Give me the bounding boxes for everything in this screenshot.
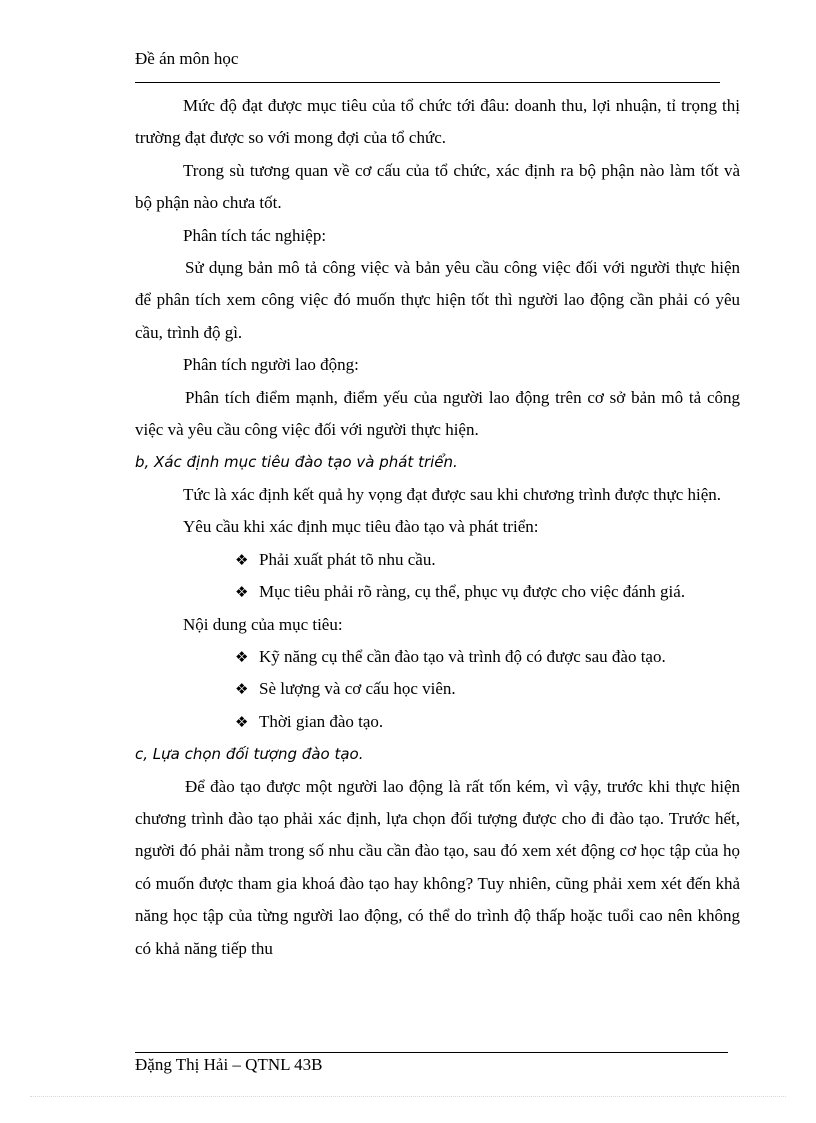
list-item-text: Phải xuất phát tõ nhu cầu. <box>259 549 436 569</box>
diamond-bullet-icon: ❖ <box>235 583 249 602</box>
diamond-bullet-icon: ❖ <box>235 550 249 569</box>
list-item <box>135 706 740 738</box>
paragraph-objective-content-heading: Nội dung của mục tiêu: <box>183 614 343 634</box>
page-header-title: Đề án môn học <box>135 49 239 68</box>
document-body <box>135 90 740 965</box>
paragraph-goal-achievement: Mức độ đạt được mục tiêu của tổ chức tới đâu: doanh thu, lợi nhuận, tỉ trọng thị trường đạt được so với mong đợi của tổ chức. <box>135 96 740 148</box>
paragraph-worker-analysis-heading: Phân tích người lao động: <box>183 355 359 375</box>
header-rule <box>135 82 720 83</box>
list-item <box>135 673 740 705</box>
list-item-text: Sè lượng và cơ cấu học viên. <box>259 679 456 699</box>
paragraph-expected-results: Tức là xác định kết quả hy vọng đạt được sau khi chương trình được thực hiện. <box>183 484 722 504</box>
paragraph-task-analysis-heading: Phân tích tác nghiệp: <box>183 225 327 245</box>
paragraph-task-analysis: Sử dụng bản mô tả công việc và bản yêu cầu công việc đối với người thực hiện để phân tích xem công việc đó muốn thực hiện tốt thì người lao động cần phải có yêu cầu, trình độ gì. <box>135 258 740 342</box>
list-item-text: Thời gian đào tạo. <box>259 711 384 731</box>
list-item <box>135 576 740 608</box>
list-item-text: Kỹ năng cụ thể cần đào tạo và trình độ có được sau đào tạo. <box>259 646 666 666</box>
diamond-bullet-icon: ❖ <box>235 712 249 731</box>
section-heading-c: c, Lựa chọn đối tượng đào tạo. <box>135 745 364 764</box>
list-item-text: Mục tiêu phải rõ ràng, cụ thể, phục vụ được cho việc đánh giá. <box>259 582 686 602</box>
section-heading-b: b, Xác định mục tiêu đào tạo và phát triển. <box>135 453 458 472</box>
list-item <box>135 544 740 576</box>
paragraph-trainee-selection: Để đào tạo được một người lao động là rất tốn kém, vì vậy, trước khi thực hiện chương trình đào tạo phải xác định, lựa chọn đối tượng được cho đi đào tạo. Trước hết, người đó phải nằm trong số nhu cầu cần đào tạo, sau đó xem xét động cơ học tập của họ có muốn được tham gia khoá đào tạo hay không? Tuy nhiên, cũng phải xem xét đến khả năng học tập của từng người lao động, có thể do trình độ thấp hoặc tuổi cao nên không có khả năng tiếp thu <box>135 776 740 958</box>
paragraph-requirements-heading: Yêu cầu khi xác định mục tiêu đào tạo và phát triển: <box>183 517 539 537</box>
objective-content-list <box>135 641 740 738</box>
page-edge-divider <box>30 1096 786 1097</box>
footer-rule <box>135 1052 728 1053</box>
paragraph-structure-analysis: Trong sù tương quan về cơ cấu của tổ chức, xác định ra bộ phận nào làm tốt và bộ phận nào chưa tốt. <box>135 160 740 213</box>
list-item <box>135 641 740 673</box>
requirements-list <box>135 544 740 609</box>
paragraph-worker-analysis: Phân tích điểm mạnh, điểm yếu của người lao động trên cơ sở bản mô tả công việc và yêu cầu công việc đối với người thực hiện. <box>135 387 740 440</box>
page-footer-author: Đặng Thị Hải – QTNL 43B <box>135 1055 323 1074</box>
diamond-bullet-icon: ❖ <box>235 647 249 666</box>
diamond-bullet-icon: ❖ <box>235 680 249 699</box>
